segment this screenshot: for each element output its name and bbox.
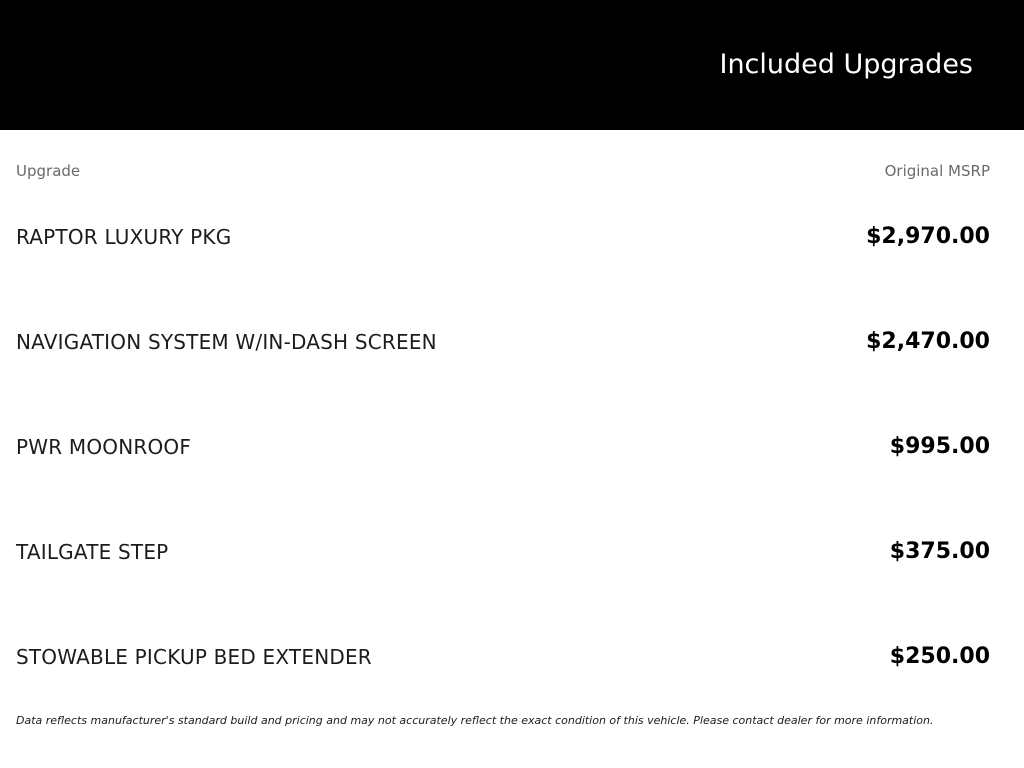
upgrades-table [0, 130, 1024, 768]
upgrade-name: PWR MOONROOF [16, 434, 192, 459]
upgrade-name: NAVIGATION SYSTEM W/IN-DASH SCREEN [16, 329, 437, 354]
page-title: Included Upgrades [719, 48, 973, 80]
column-header-original-msrp: Original MSRP [884, 162, 990, 180]
upgrade-name: TAILGATE STEP [16, 539, 169, 564]
table-row [16, 499, 990, 604]
table-row [16, 394, 990, 499]
table-body [16, 184, 990, 709]
table-row [16, 604, 990, 709]
upgrade-msrp: $375.00 [889, 539, 990, 564]
page-header-banner [0, 0, 1024, 130]
dealer-disclaimer-text: Data reflects manufacturer's standard build and pricing and may not accurately reflect the exact condition of this vehicle. Please contact dealer for more information. [16, 714, 934, 727]
upgrade-name: RAPTOR LUXURY PKG [16, 224, 232, 249]
upgrade-msrp: $995.00 [889, 434, 990, 459]
upgrade-msrp: $2,470.00 [866, 329, 990, 354]
upgrade-name: STOWABLE PICKUP BED EXTENDER [16, 644, 372, 669]
table-header-row [16, 130, 990, 180]
upgrade-msrp: $2,970.00 [866, 224, 990, 249]
table-row [16, 289, 990, 394]
upgrade-msrp: $250.00 [889, 644, 990, 669]
column-header-upgrade: Upgrade [16, 162, 81, 180]
table-row [16, 184, 990, 289]
